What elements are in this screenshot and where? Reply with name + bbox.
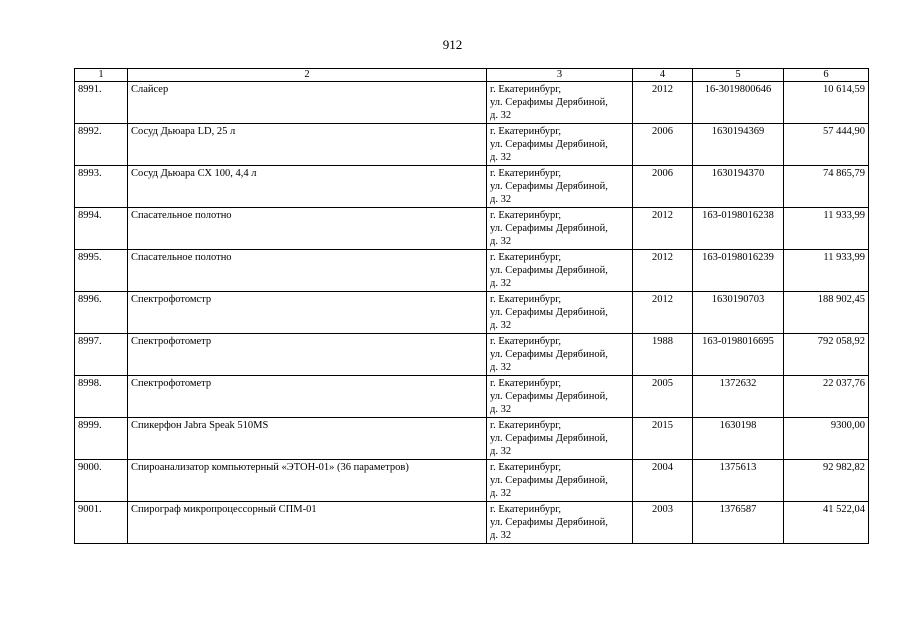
item-name-cell: Спектрофотомстр <box>128 292 487 334</box>
table-row <box>75 460 869 502</box>
address-line: ул. Серафимы Дерябиной, <box>490 391 608 402</box>
item-name-cell: Сосуд Дьюара СХ 100, 4,4 л <box>128 166 487 208</box>
table-row <box>75 166 869 208</box>
address-line: ул. Серафимы Дерябиной, <box>490 433 608 444</box>
address-cell <box>487 124 633 166</box>
column-header: 2 <box>128 69 487 82</box>
address-line: д. 32 <box>490 530 512 541</box>
row-number-cell: 8995. <box>75 250 128 292</box>
item-name-cell: Спирограф микропроцессорный СПМ-01 <box>128 502 487 544</box>
inventory-number-cell: 1376587 <box>693 502 784 544</box>
cost-cell: 792 058,92 <box>784 334 869 376</box>
cost-cell: 10 614,59 <box>784 82 869 124</box>
inventory-number-cell: 1630190703 <box>693 292 784 334</box>
year-cell: 2005 <box>633 376 693 418</box>
year-cell: 2012 <box>633 82 693 124</box>
address-line: д. 32 <box>490 278 512 289</box>
inventory-number-cell: 1372632 <box>693 376 784 418</box>
cost-cell: 22 037,76 <box>784 376 869 418</box>
inventory-number-cell: 163-0198016238 <box>693 208 784 250</box>
column-header: 6 <box>784 69 869 82</box>
address-line: д. 32 <box>490 110 512 121</box>
address-cell <box>487 82 633 124</box>
row-number-cell: 9000. <box>75 460 128 502</box>
header-row <box>75 69 869 82</box>
cost-cell: 74 865,79 <box>784 166 869 208</box>
row-number-cell: 8996. <box>75 292 128 334</box>
table-row <box>75 292 869 334</box>
column-header: 1 <box>75 69 128 82</box>
table-row <box>75 250 869 292</box>
address-cell <box>487 460 633 502</box>
address-line: г. Екатеринбург, <box>490 462 562 473</box>
address-line: г. Екатеринбург, <box>490 420 562 431</box>
address-line: г. Екатеринбург, <box>490 210 562 221</box>
row-number-cell: 8994. <box>75 208 128 250</box>
year-cell: 2006 <box>633 124 693 166</box>
item-name-cell: Спикерфон Jabra Speak 510MS <box>128 418 487 460</box>
item-name-cell: Спасательное полотно <box>128 250 487 292</box>
cost-cell: 41 522,04 <box>784 502 869 544</box>
address-line: д. 32 <box>490 362 512 373</box>
year-cell: 2012 <box>633 292 693 334</box>
address-line: ул. Серафимы Дерябиной, <box>490 265 608 276</box>
address-line: д. 32 <box>490 320 512 331</box>
cost-cell: 188 902,45 <box>784 292 869 334</box>
address-line: ул. Серафимы Дерябиной, <box>490 517 608 528</box>
address-line: ул. Серафимы Дерябиной, <box>490 223 608 234</box>
address-line: г. Екатеринбург, <box>490 168 562 179</box>
address-line: г. Екатеринбург, <box>490 84 562 95</box>
item-name-cell: Спасательное полотно <box>128 208 487 250</box>
page-number: 912 <box>442 37 463 52</box>
address-cell <box>487 208 633 250</box>
table-row <box>75 376 869 418</box>
address-line: ул. Серафимы Дерябиной, <box>490 307 608 318</box>
column-header: 3 <box>487 69 633 82</box>
row-number-cell: 8997. <box>75 334 128 376</box>
address-line: д. 32 <box>490 404 512 415</box>
item-name-cell: Спектрофотометр <box>128 334 487 376</box>
row-number-cell: 8993. <box>75 166 128 208</box>
row-number-cell: 8991. <box>75 82 128 124</box>
address-line: д. 32 <box>490 194 512 205</box>
row-number-cell: 8998. <box>75 376 128 418</box>
cost-cell: 57 444,90 <box>784 124 869 166</box>
address-cell <box>487 502 633 544</box>
cost-cell: 9300,00 <box>784 418 869 460</box>
address-cell <box>487 166 633 208</box>
address-line: д. 32 <box>490 446 512 457</box>
address-line: ул. Серафимы Дерябиной, <box>490 181 608 192</box>
inventory-number-cell: 1375613 <box>693 460 784 502</box>
row-number-cell: 9001. <box>75 502 128 544</box>
address-line: ул. Серафимы Дерябиной, <box>490 349 608 360</box>
column-header: 5 <box>693 69 784 82</box>
address-line: г. Екатеринбург, <box>490 126 562 137</box>
year-cell: 2004 <box>633 460 693 502</box>
year-cell: 2015 <box>633 418 693 460</box>
address-cell <box>487 292 633 334</box>
inventory-number-cell: 1630198 <box>693 418 784 460</box>
column-header: 4 <box>633 69 693 82</box>
address-line: д. 32 <box>490 236 512 247</box>
row-number-cell: 8992. <box>75 124 128 166</box>
address-cell <box>487 418 633 460</box>
item-name-cell: Спектрофотометр <box>128 376 487 418</box>
year-cell: 2006 <box>633 166 693 208</box>
address-line: г. Екатеринбург, <box>490 378 562 389</box>
table-row <box>75 334 869 376</box>
address-line: ул. Серафимы Дерябиной, <box>490 475 608 486</box>
cost-cell: 92 982,82 <box>784 460 869 502</box>
table-row <box>75 82 869 124</box>
year-cell: 2003 <box>633 502 693 544</box>
item-name-cell: Слайсер <box>128 82 487 124</box>
address-line: г. Екатеринбург, <box>490 252 562 263</box>
item-name-cell: Сосуд Дьюара LD, 25 л <box>128 124 487 166</box>
address-line: д. 32 <box>490 488 512 499</box>
registry-table <box>74 68 869 544</box>
table-row <box>75 124 869 166</box>
inventory-number-cell: 1630194370 <box>693 166 784 208</box>
address-line: г. Екатеринбург, <box>490 336 562 347</box>
table-body <box>75 82 869 544</box>
year-cell: 1988 <box>633 334 693 376</box>
address-line: д. 32 <box>490 152 512 163</box>
inventory-number-cell: 163-0198016239 <box>693 250 784 292</box>
year-cell: 2012 <box>633 250 693 292</box>
address-cell <box>487 250 633 292</box>
address-line: ул. Серафимы Дерябиной, <box>490 97 608 108</box>
cost-cell: 11 933,99 <box>784 208 869 250</box>
address-cell <box>487 376 633 418</box>
table-row <box>75 208 869 250</box>
cost-cell: 11 933,99 <box>784 250 869 292</box>
address-line: ул. Серафимы Дерябиной, <box>490 139 608 150</box>
item-name-cell: Спироанализатор компьютерный «ЭТОН-01» (36 параметров) <box>128 460 487 502</box>
inventory-number-cell: 16-3019800646 <box>693 82 784 124</box>
inventory-number-cell: 1630194369 <box>693 124 784 166</box>
inventory-number-cell: 163-0198016695 <box>693 334 784 376</box>
address-cell <box>487 334 633 376</box>
table-row <box>75 418 869 460</box>
year-cell: 2012 <box>633 208 693 250</box>
row-number-cell: 8999. <box>75 418 128 460</box>
address-line: г. Екатеринбург, <box>490 504 562 515</box>
table-row <box>75 502 869 544</box>
address-line: г. Екатеринбург, <box>490 294 562 305</box>
